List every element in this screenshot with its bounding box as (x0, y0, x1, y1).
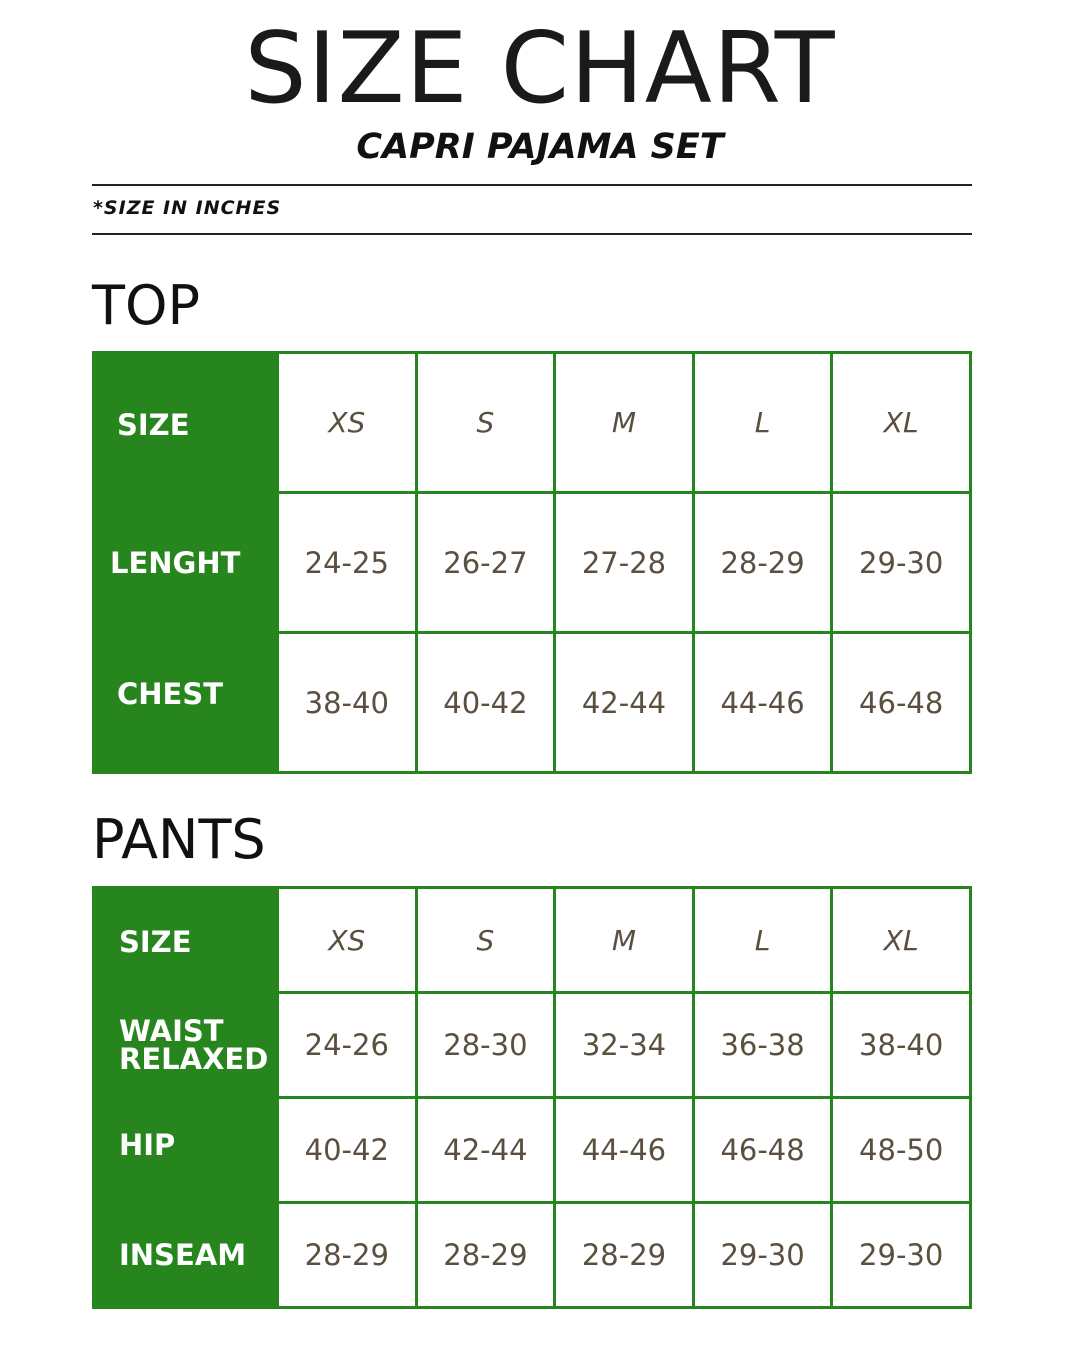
divider-bottom (92, 233, 972, 235)
top-size-table (92, 351, 972, 774)
measurement-cell: 28-29 (693, 493, 832, 633)
table-row (94, 1098, 971, 1203)
measurement-cell: 29-30 (832, 493, 971, 633)
table-row (94, 1203, 971, 1308)
measurement-cell: 28-30 (416, 993, 555, 1098)
size-cell: L (693, 888, 832, 993)
divider-top (92, 184, 972, 186)
size-cell: L (693, 353, 832, 493)
table-row (94, 633, 971, 773)
measurement-cell: 40-42 (416, 633, 555, 773)
measurement-cell: 32-34 (555, 993, 694, 1098)
measurement-cell: 27-28 (555, 493, 694, 633)
page-title: SIZE CHART (244, 12, 836, 126)
row-label-chest: CHEST (94, 633, 278, 773)
measurement-cell: 40-42 (278, 1098, 417, 1203)
product-subtitle: CAPRI PAJAMA SET (356, 127, 724, 167)
measurement-cell: 44-46 (555, 1098, 694, 1203)
row-label-length: LENGHT (94, 493, 278, 633)
size-cell: M (555, 353, 694, 493)
units-note: *SIZE IN INCHES (93, 197, 282, 219)
measurement-cell: 36-38 (693, 993, 832, 1098)
row-label-hip: HIP (94, 1098, 278, 1203)
size-cell: M (555, 888, 694, 993)
measurement-cell: 42-44 (416, 1098, 555, 1203)
measurement-cell: 46-48 (832, 633, 971, 773)
size-cell: S (416, 353, 555, 493)
table-row (94, 993, 971, 1098)
size-cell: XS (278, 888, 417, 993)
pants-size-table (92, 886, 972, 1309)
row-label-line: WAIST (119, 1014, 224, 1048)
pants-section-heading: PANTS (92, 808, 266, 871)
measurement-cell: 26-27 (416, 493, 555, 633)
size-cell: XL (832, 353, 971, 493)
measurement-cell: 24-26 (278, 993, 417, 1098)
measurement-cell: 38-40 (832, 993, 971, 1098)
measurement-cell: 29-30 (832, 1203, 971, 1308)
row-label-size: SIZE (94, 888, 278, 993)
table-row (94, 493, 971, 633)
row-label-inseam: INSEAM (94, 1203, 278, 1308)
measurement-cell: 48-50 (832, 1098, 971, 1203)
measurement-cell: 28-29 (555, 1203, 694, 1308)
row-label-waist-relaxed (94, 993, 278, 1098)
measurement-cell: 46-48 (693, 1098, 832, 1203)
table-row (94, 888, 971, 993)
top-section-heading: TOP (92, 274, 201, 337)
size-cell: XL (832, 888, 971, 993)
table-row (94, 353, 971, 493)
measurement-cell: 28-29 (416, 1203, 555, 1308)
measurement-cell: 42-44 (555, 633, 694, 773)
measurement-cell: 29-30 (693, 1203, 832, 1308)
measurement-cell: 44-46 (693, 633, 832, 773)
row-label-line: RELAXED (119, 1042, 269, 1076)
measurement-cell: 24-25 (278, 493, 417, 633)
row-label-size: SIZE (94, 353, 278, 493)
size-cell: S (416, 888, 555, 993)
measurement-cell: 38-40 (278, 633, 417, 773)
size-cell: XS (278, 353, 417, 493)
measurement-cell: 28-29 (278, 1203, 417, 1308)
